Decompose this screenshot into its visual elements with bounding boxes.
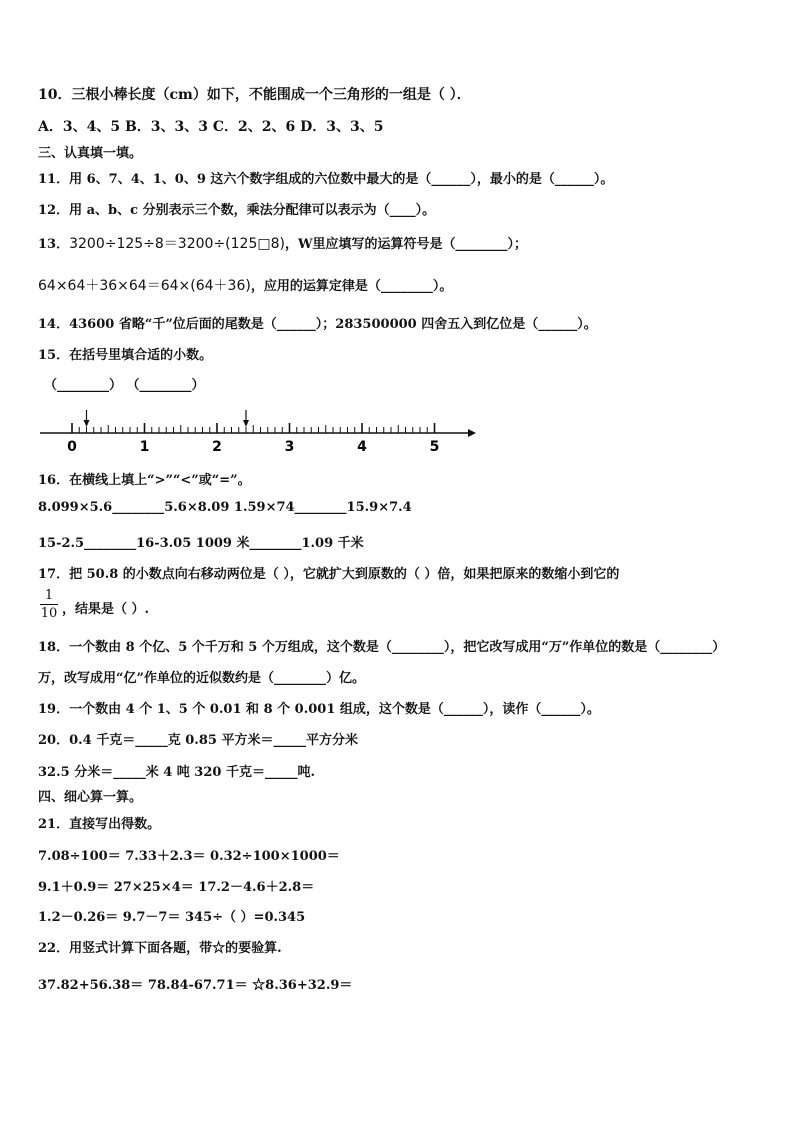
question-15: 15．在括号里填合适的小数。 [38, 348, 213, 363]
question-10-options: A．3、4、5 B．3、3、3 C．2、2、6 D．3、3、5 [38, 119, 384, 135]
question-15-blanks: （________） （________） [44, 378, 205, 393]
question-19: 19．一个数由 4 个 1、5 个 0.01 和 8 个 0.001 组成，这个数是（______），读作（______）。 [38, 702, 600, 717]
question-21-row-3: 1.2－0.26＝ 9.7－7＝ 345÷（ ）=0.345 [38, 910, 306, 925]
number-line-pointers [84, 410, 250, 427]
section-3-heading: 三、认真填一填。 [38, 146, 143, 161]
number-line-label: 1 [139, 439, 150, 455]
question-21-row-1: 7.08÷100＝ 7.33＋2.3＝ 0.32÷100×1000＝ [38, 849, 340, 864]
section-4-heading: 四、细心算一算。 [38, 790, 143, 805]
question-20a: 20．0.4 千克＝_____克 0.85 平方米＝_____平方分米 [38, 733, 358, 748]
fraction-numerator: 1 [40, 588, 58, 605]
question-13a: 13．3200÷125÷8＝3200÷(125□8)，W里应填写的运算符号是（________）； [38, 236, 528, 252]
question-20b: 32.5 分米＝_____米 4 吨 320 千克＝_____吨. [38, 765, 315, 780]
number-line-label: 3 [284, 439, 295, 455]
pointer-arrow-head [243, 420, 249, 427]
question-13b-text: ，应用的运算定律是（________）。 [250, 279, 453, 294]
number-line-labels [67, 439, 439, 455]
number-line-label: 2 [212, 439, 222, 455]
fraction-denominator: 10 [40, 606, 58, 621]
number-line-label: 5 [429, 439, 440, 455]
number-line-arrowhead [468, 429, 476, 437]
question-22: 22．用竖式计算下面各题，带☆的要验算. [38, 941, 282, 956]
question-18b: 万，改写成用“亿”作单位的近似数约是（________）亿。 [38, 671, 365, 686]
question-12: 12．用 a、b、c 分别表示三个数，乘法分配律可以表示为（____）。 [38, 203, 436, 218]
question-17a: 17．把 50.8 的小数点向右移动两位是（ ），它就扩大到原数的（ ）倍，如果把原来的数缩小到它的 [38, 567, 620, 582]
question-11: 11．用 6、7、4、1、0、9 这六个数字组成的六位数中最大的是（______），最小的是（______）。 [38, 172, 614, 187]
math-expression-13a: 3200÷125÷8＝3200÷(125□8) [69, 236, 285, 252]
question-21: 21．直接写出得数。 [38, 817, 161, 832]
question-21-row-2: 9.1＋0.9＝ 27×25×4＝ 17.2－4.6＋2.8＝ [38, 880, 315, 895]
question-13b [38, 275, 452, 295]
number-line-ticks [72, 423, 435, 433]
question-22-row-1: 37.82+56.38＝ 78.84-67.71＝ ☆8.36+32.9＝ [38, 978, 353, 993]
question-14: 14．43600 省略“千”位后面的尾数是（______）；283500000 四舍五入到亿位是（______）。 [38, 317, 597, 332]
math-expression-13b: 64×64＋36×64＝64×(64＋36) [38, 278, 251, 294]
question-16: 16．在横线上填上“>”“<”或“=”。 [38, 473, 251, 488]
question-16-row-1: 8.099×5.6________5.6×8.09 1.59×74________15.9×7.4 [38, 500, 412, 515]
number-line-label: 4 [357, 439, 367, 455]
question-13a-text: ，W里应填写的运算符号是（________）； [284, 237, 528, 252]
fraction-one-tenth [40, 588, 58, 621]
number-line-label: 0 [67, 439, 77, 455]
pointer-arrow-head [84, 420, 90, 427]
question-17b: ，结果是（ ）. [62, 602, 150, 617]
number-line [36, 400, 480, 456]
question-18a: 18．一个数由 8 个亿、5 个千万和 5 个万组成，这个数是（________），把它改写成用“万”作单位的数是（________） [38, 640, 726, 655]
question-16-row-2: 15-2.5________16-3.05 1009 米________1.09 千米 [38, 536, 364, 551]
question-10: 10．三根小棒长度（cm）如下，不能围成一个三角形的一组是（ ）． [38, 87, 471, 103]
